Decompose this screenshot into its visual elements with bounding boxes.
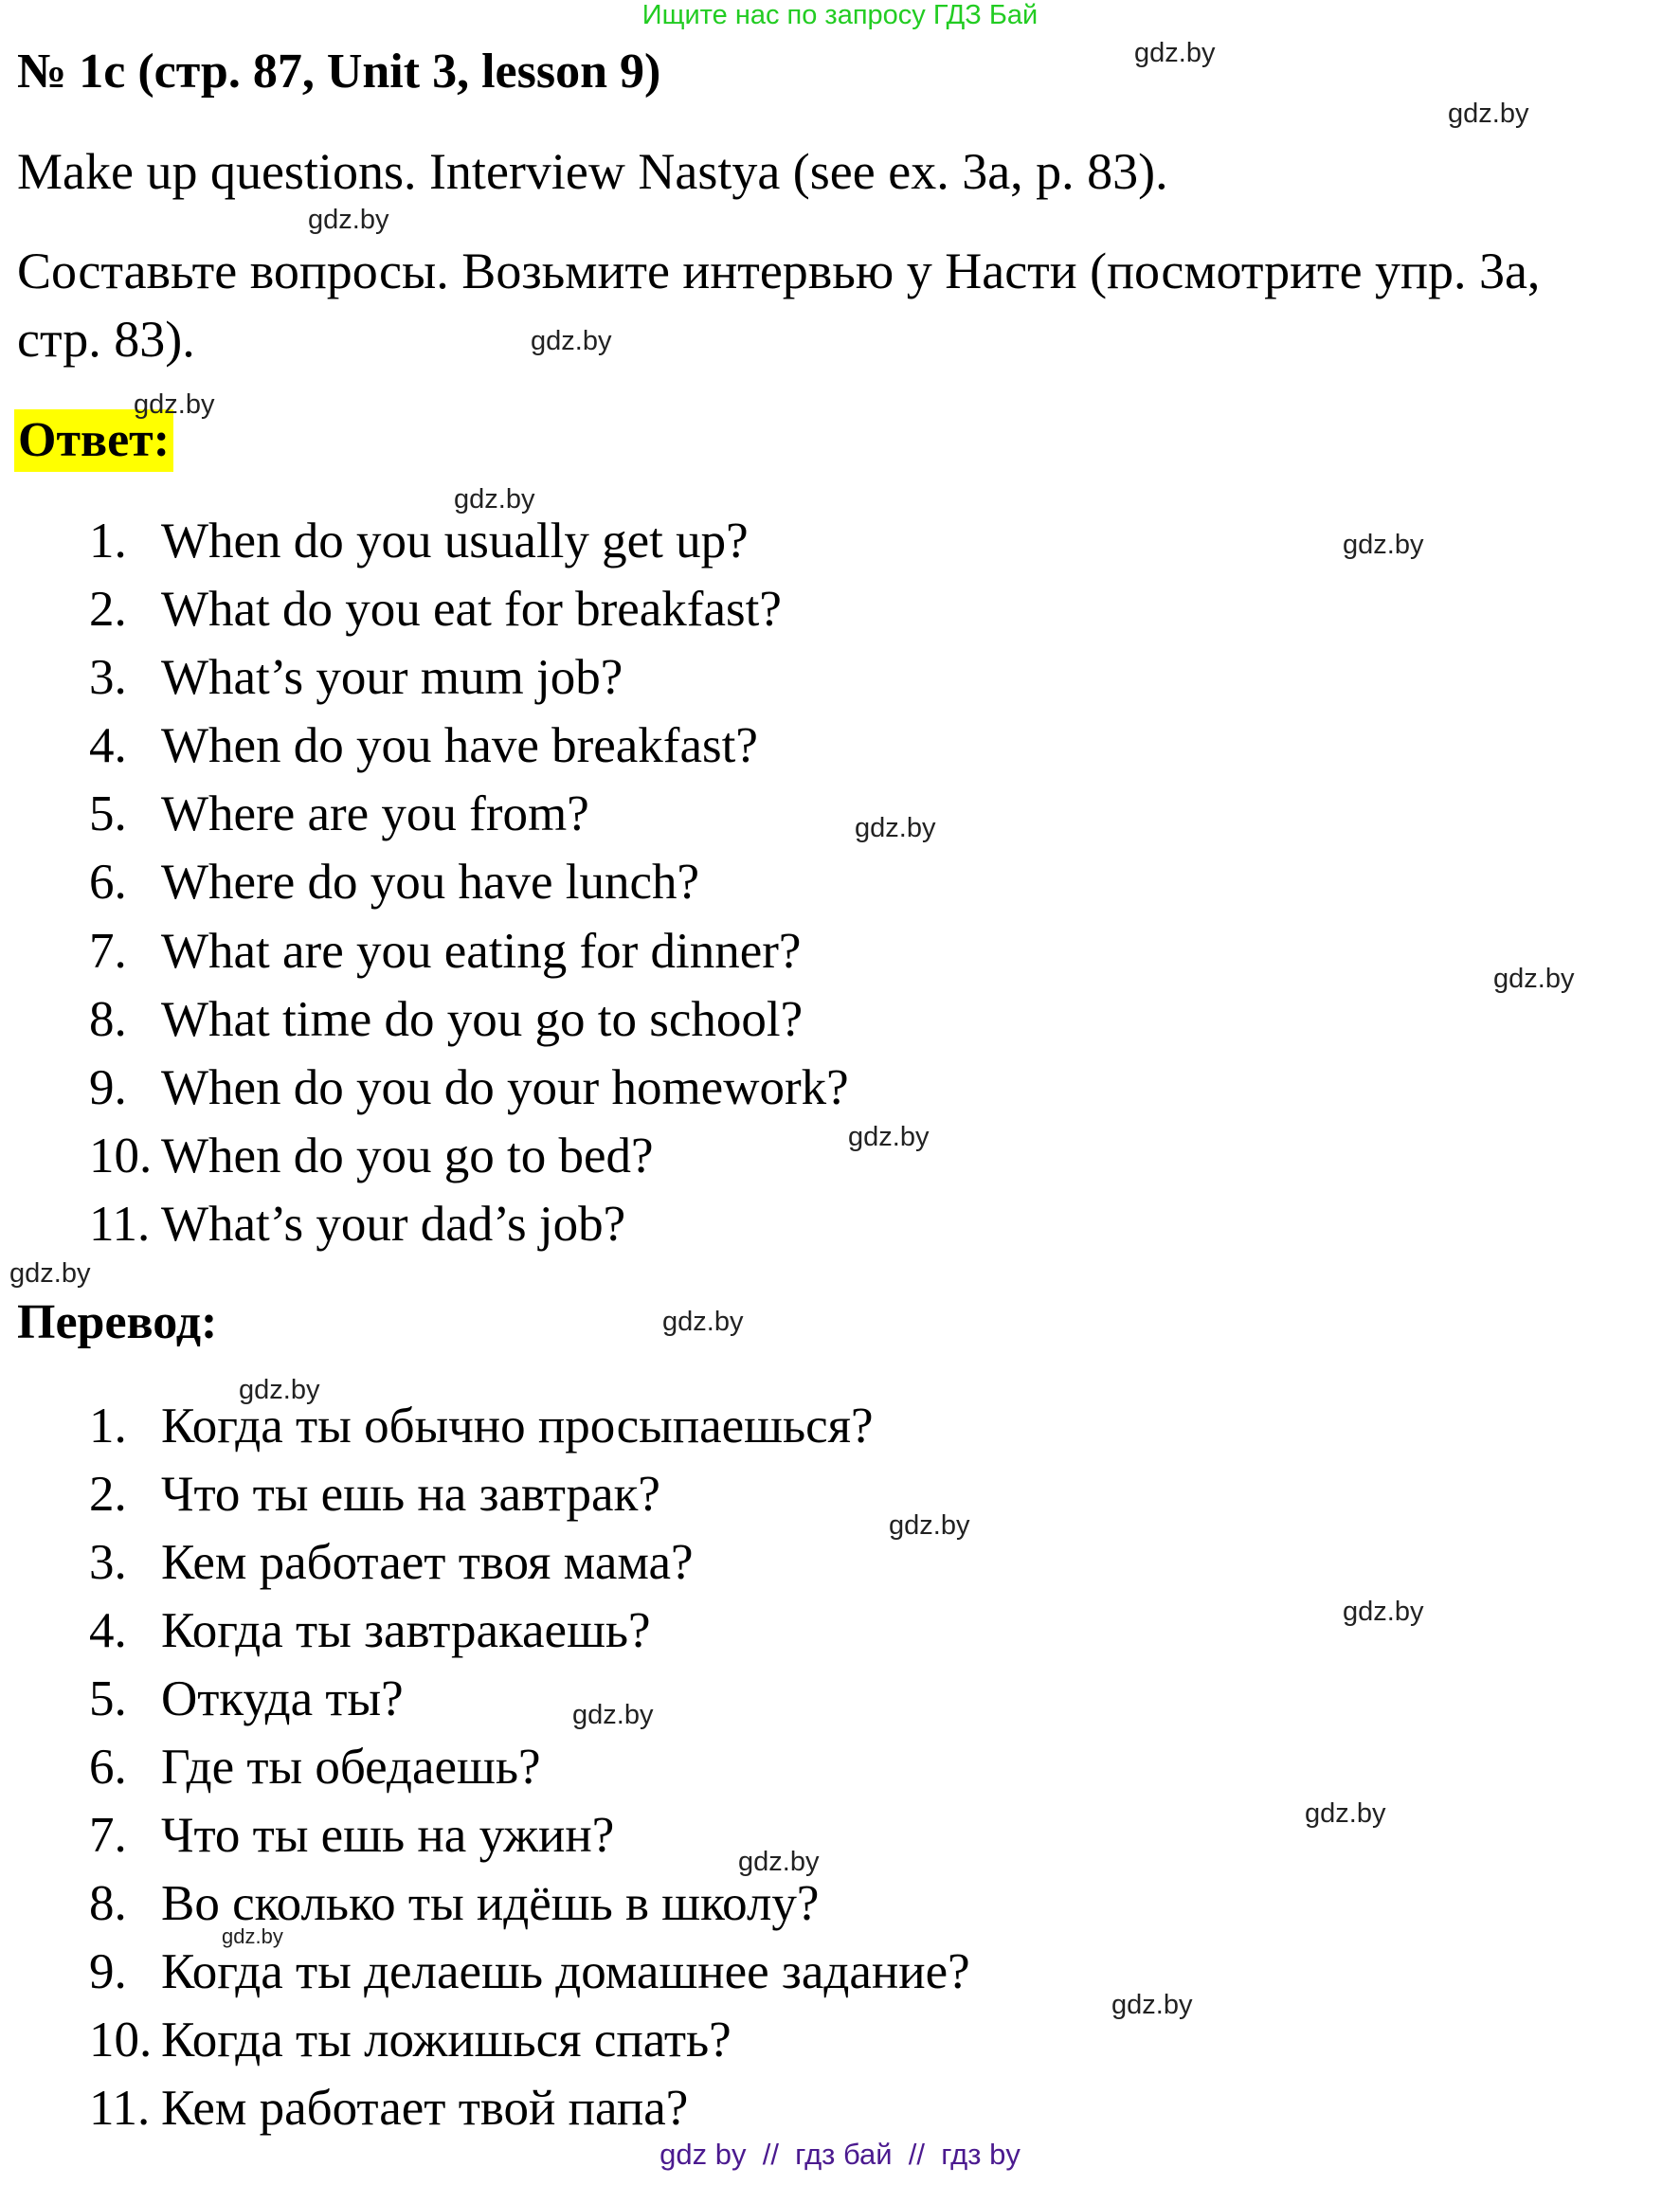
footer-links: gdz by // гдз бай // гдз by bbox=[659, 2138, 1021, 2171]
list-item bbox=[89, 1941, 970, 2002]
list-item bbox=[89, 715, 758, 776]
watermark: gdz.by bbox=[9, 1258, 91, 1289]
watermark: gdz.by bbox=[889, 1510, 970, 1541]
list-item bbox=[89, 1057, 849, 1118]
item-number: 6. bbox=[89, 1740, 127, 1795]
watermark: gdz.by bbox=[1134, 38, 1216, 68]
item-text: Когда ты делаешь домашнее задание? bbox=[161, 1944, 970, 1999]
item-number: 8. bbox=[89, 992, 127, 1047]
item-text: Когда ты завтракаешь? bbox=[161, 1603, 651, 1658]
item-text: Когда ты обычно просыпаешься? bbox=[161, 1399, 874, 1454]
item-text: Во сколько ты идёшь в школу? bbox=[161, 1876, 820, 1931]
item-number: 8. bbox=[89, 1876, 127, 1931]
list-item bbox=[89, 1126, 654, 1186]
item-text: Кем работает твой папа? bbox=[161, 2081, 689, 2136]
list-item bbox=[89, 921, 801, 982]
item-number: 9. bbox=[89, 1060, 127, 1115]
watermark: gdz.by bbox=[308, 205, 389, 235]
item-number: 3. bbox=[89, 1535, 127, 1590]
item-text: When do you do your homework? bbox=[161, 1060, 849, 1115]
list-item bbox=[89, 852, 699, 912]
instruction-ru-line2: стр. 83). bbox=[17, 311, 195, 368]
item-text: What’s your dad’s job? bbox=[161, 1197, 626, 1252]
item-text: When do you have breakfast? bbox=[161, 718, 758, 773]
list-item bbox=[89, 989, 803, 1050]
answer-label: Ответ: bbox=[14, 409, 173, 472]
item-text: Where are you from? bbox=[161, 786, 589, 841]
item-text: Кем работает твоя мама? bbox=[161, 1535, 694, 1590]
list-item bbox=[89, 511, 749, 571]
item-number: 5. bbox=[89, 1671, 127, 1726]
item-text: Что ты ешь на завтрак? bbox=[161, 1467, 660, 1522]
watermark: gdz.by bbox=[1343, 1597, 1424, 1627]
watermark: gdz.by bbox=[222, 1924, 283, 1948]
watermark: gdz.by bbox=[848, 1122, 930, 1152]
item-number: 4. bbox=[89, 718, 127, 773]
item-text: Что ты ешь на ужин? bbox=[161, 1808, 615, 1863]
watermark: gdz.by bbox=[572, 1700, 654, 1730]
watermark: gdz.by bbox=[1343, 530, 1424, 560]
list-item bbox=[89, 784, 589, 844]
item-number: 11. bbox=[89, 1197, 151, 1252]
list-item bbox=[89, 1464, 660, 1525]
watermark: gdz.by bbox=[134, 389, 215, 420]
list-item bbox=[89, 1194, 625, 1255]
watermark: gdz.by bbox=[531, 326, 612, 356]
list-item bbox=[89, 1396, 874, 1456]
watermark: gdz.by bbox=[1111, 1990, 1193, 2020]
list-item bbox=[89, 579, 782, 640]
list-item bbox=[89, 1532, 694, 1593]
item-number: 5. bbox=[89, 786, 127, 841]
item-number: 2. bbox=[89, 1467, 127, 1522]
item-text: What do you eat for breakfast? bbox=[161, 582, 782, 637]
list-item bbox=[89, 2010, 732, 2070]
item-text: What are you eating for dinner? bbox=[161, 924, 802, 979]
list-item bbox=[89, 1600, 651, 1661]
instruction-en: Make up questions. Interview Nastya (see ex. 3a, p. 83). bbox=[17, 143, 1168, 200]
item-number: 10. bbox=[89, 1129, 153, 1183]
watermark: gdz.by bbox=[662, 1307, 744, 1337]
list-item bbox=[89, 2078, 688, 2139]
watermark: gdz.by bbox=[454, 484, 535, 515]
watermark: gdz.by bbox=[855, 813, 936, 843]
exercise-title: № 1c (стр. 87, Unit 3, lesson 9) bbox=[17, 45, 661, 99]
instruction-ru-line1: Составьте вопросы. Возьмите интервью у Насти (посмотрите упр. 3а, bbox=[17, 243, 1541, 299]
item-number: 1. bbox=[89, 514, 127, 569]
item-number: 11. bbox=[89, 2081, 151, 2136]
top-banner: Ищите нас по запросу ГДЗ Бай bbox=[641, 0, 1039, 30]
list-item bbox=[89, 1805, 614, 1866]
item-number: 4. bbox=[89, 1603, 127, 1658]
item-text: Когда ты ложишься спать? bbox=[161, 2013, 732, 2068]
watermark: gdz.by bbox=[738, 1847, 820, 1877]
item-text: Откуда ты? bbox=[161, 1671, 404, 1726]
list-item bbox=[89, 1873, 819, 1934]
item-text: Где ты обедаешь? bbox=[161, 1740, 541, 1795]
list-item bbox=[89, 647, 623, 708]
item-number: 7. bbox=[89, 924, 127, 979]
list-item bbox=[89, 1737, 541, 1797]
item-number: 6. bbox=[89, 855, 127, 910]
item-number: 2. bbox=[89, 582, 127, 637]
list-item bbox=[89, 1669, 404, 1729]
watermark: gdz.by bbox=[1448, 99, 1529, 129]
item-text: What time do you go to school? bbox=[161, 992, 804, 1047]
item-number: 10. bbox=[89, 2013, 153, 2068]
translation-label: Перевод: bbox=[17, 1295, 218, 1349]
item-number: 3. bbox=[89, 650, 127, 705]
watermark: gdz.by bbox=[1493, 964, 1575, 994]
item-text: What’s your mum job? bbox=[161, 650, 623, 705]
item-text: When do you usually get up? bbox=[161, 514, 749, 569]
item-number: 9. bbox=[89, 1944, 127, 1999]
watermark: gdz.by bbox=[1305, 1798, 1386, 1829]
item-number: 1. bbox=[89, 1399, 127, 1454]
item-text: When do you go to bed? bbox=[161, 1129, 654, 1183]
item-number: 7. bbox=[89, 1808, 127, 1863]
item-text: Where do you have lunch? bbox=[161, 855, 700, 910]
watermark: gdz.by bbox=[239, 1375, 320, 1405]
